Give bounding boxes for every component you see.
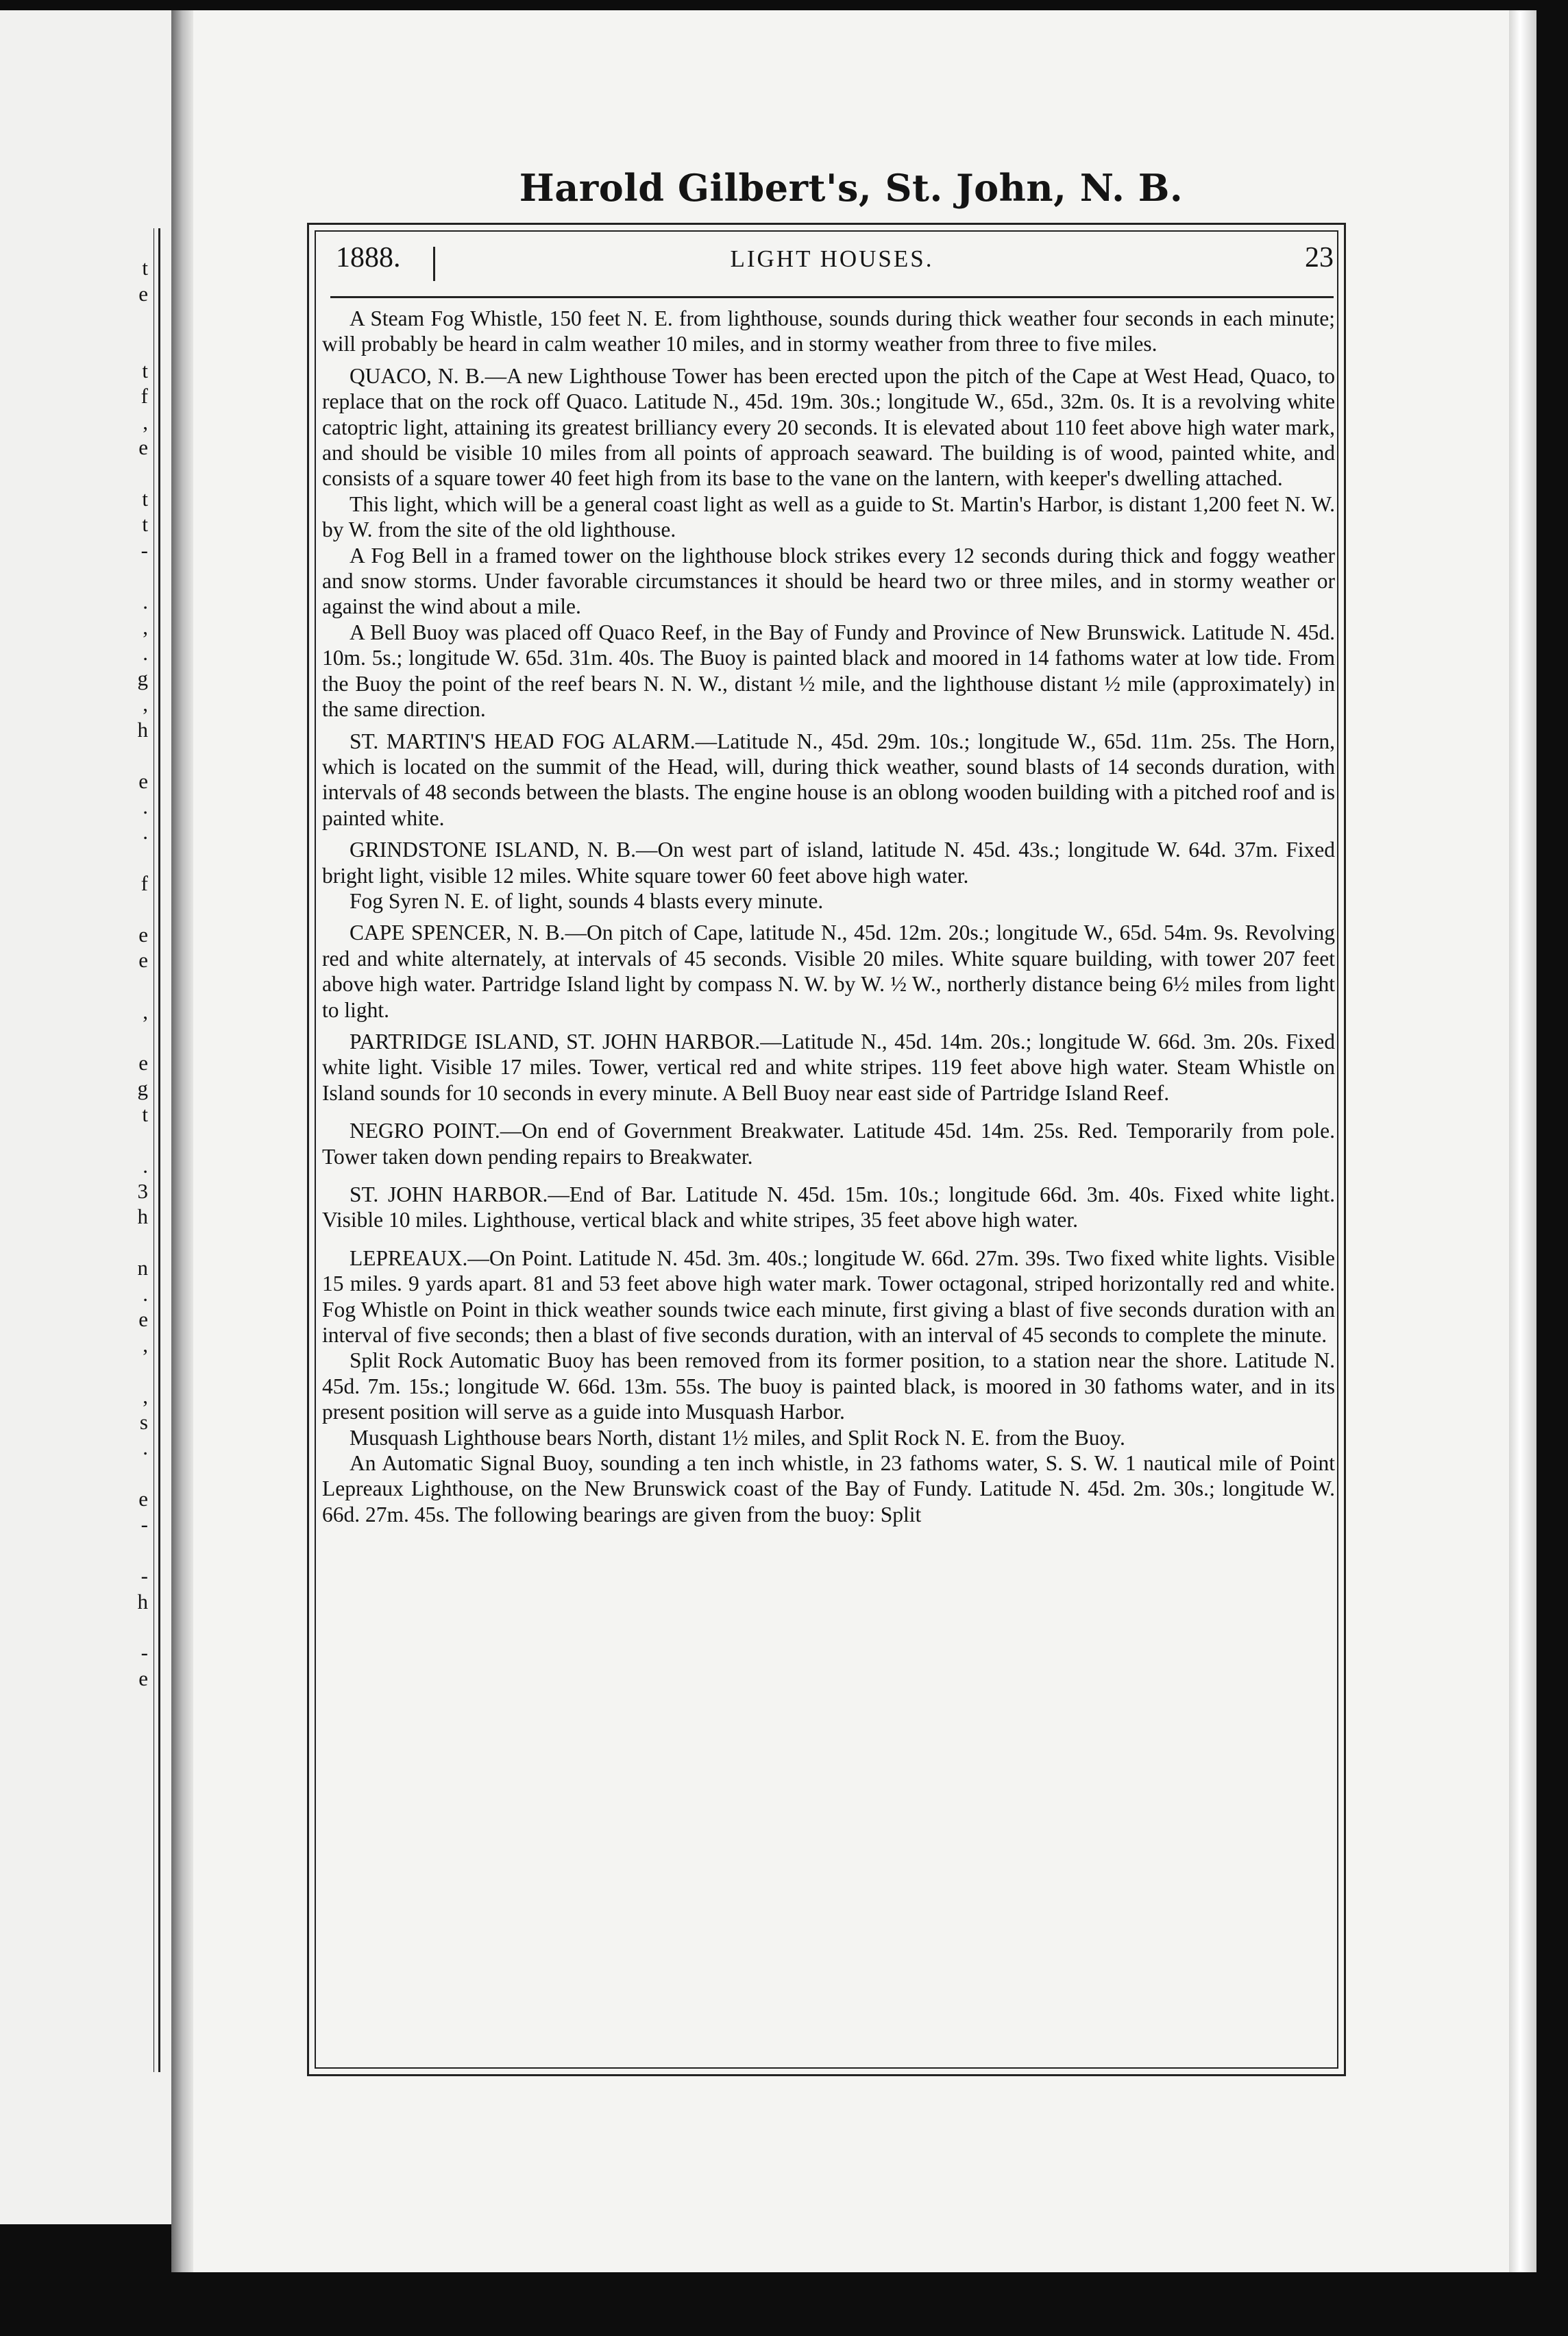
paragraph-automatic-signal-buoy: An Automatic Signal Buoy, sounding a ten inch whistle, in 23 fathoms water, S. S. W. 1 nautical mile of Point Lepreaux Lighthouse, on the New Brunswick coast of the Bay of Fundy. Latitude N. 45d. 2m. 30s.; longitude W. 66d. 27m. 45s. The following bearings are given from the buoy: Split (322, 1451, 1335, 1526)
paragraph-fog-syren: Fog Syren N. E. of light, sounds 4 blasts every minute. (350, 888, 824, 913)
paragraph-quaco-light: This light, which will be a general coast light as well as a guide to St. Martin's Harbor, is distant 1,200 feet N. W. by W. from the site of the old lighthouse. (322, 491, 1335, 542)
header-title: LIGHT HOUSES. (730, 245, 934, 272)
paragraph-quaco: QUACO, N. B.—A new Lighthouse Tower has been erected upon the pitch of the Cape at West Head, Quaco, to replace that on the rock off Quaco. Latitude N., 45d. 19m. 30s.; longitude W., 65d., 32m. 0s. It is a revolving white catoptric light, attaining its greatest brilliancy every 20 seconds. It is elevated about 110 feet above high water mark, and should be visible 10 miles from all points of approach seaward. The building is of wood, painted white, and consists of a square tower 40 feet high from its base to the vane on the lantern, with keeper's dwelling attached. (322, 363, 1335, 491)
book-gutter (171, 10, 193, 2272)
page-edge (1509, 10, 1536, 2272)
body-text (322, 306, 1335, 1527)
paragraph-cape-spencer: CAPE SPENCER, N. B.—On pitch of Cape, latitude N., 45d. 12m. 20s.; longitude W., 65d. 54m. 9s. Revolving red and white alternately, at intervals of 45 seconds. Visible 20 miles. White square building, with tower 207 feet above high water. Partridge Island light by compass N. W. by W. ½ W., northerly distance being 6½ miles from light to light. (322, 921, 1335, 1022)
paragraph-lepreaux: LEPREAUX.—On Point. Latitude N. 45d. 3m. 40s.; longitude W. 66d. 27m. 39s. Two fixed white lights. Visible 15 miles. 9 yards apart. 81 and 53 feet above high water mark. Tower octagonal, striped horizontally red and white. Fog Whistle on Point in thick weather sounds twice each minute, first giving a blast of five seconds duration with an interval of five seconds; then a blast of five seconds duration, with an interval of 45 seconds to complete the minute. (322, 1245, 1335, 1348)
facing-page-border (154, 228, 160, 2072)
page-header (330, 241, 1334, 282)
facing-page (0, 10, 171, 2224)
paragraph-bell-buoy: A Bell Buoy was placed off Quaco Reef, in the Bay of Fundy and Province of New Brunswick. Latitude N. 45d. 10m. 5s.; longitude W. 65d. 31m. 40s. The Buoy is painted black and moored in 14 fathoms water at low tide. From the Buoy the point of the reef bears N. N. W., distant ½ mile, and the lighthouse distant ½ mile (approximately) in the same direction. (322, 620, 1335, 722)
facing-page-text-fragments: t e t f , e t t - . , . g , h e . . f e e , e g t . 3 h n . e , , s . e - - h - e (137, 256, 148, 1690)
paragraph-negro-point: NEGRO POINT.—On end of Government Breakwater. Latitude 45d. 14m. 25s. Red. Temporarily from pole. Tower taken down pending repairs to Breakwater. (322, 1119, 1335, 1169)
running-head: Harold Gilbert's, St. John, N. B. (519, 166, 1184, 210)
paragraph-split-rock-buoy: Split Rock Automatic Buoy has been removed from its former position, to a station near the shore. Latitude N. 45d. 7m. 15s.; longitude W. 66d. 13m. 55s. The buoy is painted black, is moored in 30 fathoms water, and in its present position will serve as a guide into Musquash Harbor. (322, 1348, 1335, 1424)
paragraph-musquash-lighthouse: Musquash Lighthouse bears North, distant 1½ miles, and Split Rock N. E. from the Buoy. (350, 1425, 1125, 1450)
paragraph-fog-bell: A Fog Bell in a framed tower on the lighthouse block strikes every 12 seconds during thick and foggy weather and snow storms. Under favorable circumstances it should be heard two or three miles, and in stormy weather or against the wind about a mile. (322, 543, 1335, 619)
page-number: 23 (1305, 242, 1334, 273)
paragraph-fog-whistle: A Steam Fog Whistle, 150 feet N. E. from lighthouse, sounds during thick weather four seconds in each minute; will probably be heard in calm weather 10 miles, and in stormy weather from three to five miles. (322, 306, 1335, 356)
paragraph-st-martins-head: ST. MARTIN'S HEAD FOG ALARM.—Latitude N., 45d. 29m. 10s.; longitude W., 65d. 11m. 25s. The Horn, which is located on the summit of the Head, will, during thick weather, sound blasts of 14 seconds duration, with intervals of 48 seconds between the blasts. The engine house is an oblong wooden building with a pitched roof and is painted white. (322, 729, 1335, 830)
paragraph-grindstone-island: GRINDSTONE ISLAND, N. B.—On west part of island, latitude N. 45d. 43s.; longitude W. 64d. 37m. Fixed bright light, visible 12 miles. White square tower 60 feet above high water. (322, 838, 1335, 888)
header-year: 1888. (336, 242, 401, 273)
header-rule (330, 296, 1334, 298)
paragraph-partridge-island: PARTRIDGE ISLAND, ST. JOHN HARBOR.—Latitude N., 45d. 14m. 20s.; longitude W. 66d. 3m. 20s. Fixed white light. Visible 17 miles. Tower, vertical red and white stripes. 119 feet above high water. Steam Whistle on Island sounds for 10 seconds in every minute. A Bell Buoy near east side of Partridge Island Reef. (322, 1029, 1335, 1105)
paragraph-st-john-harbor: ST. JOHN HARBOR.—End of Bar. Latitude N. 45d. 15m. 10s.; longitude 66d. 3m. 40s. Fixed white light. Visible 10 miles. Lighthouse, vertical black and white stripes, 35 feet above high water. (322, 1182, 1335, 1232)
